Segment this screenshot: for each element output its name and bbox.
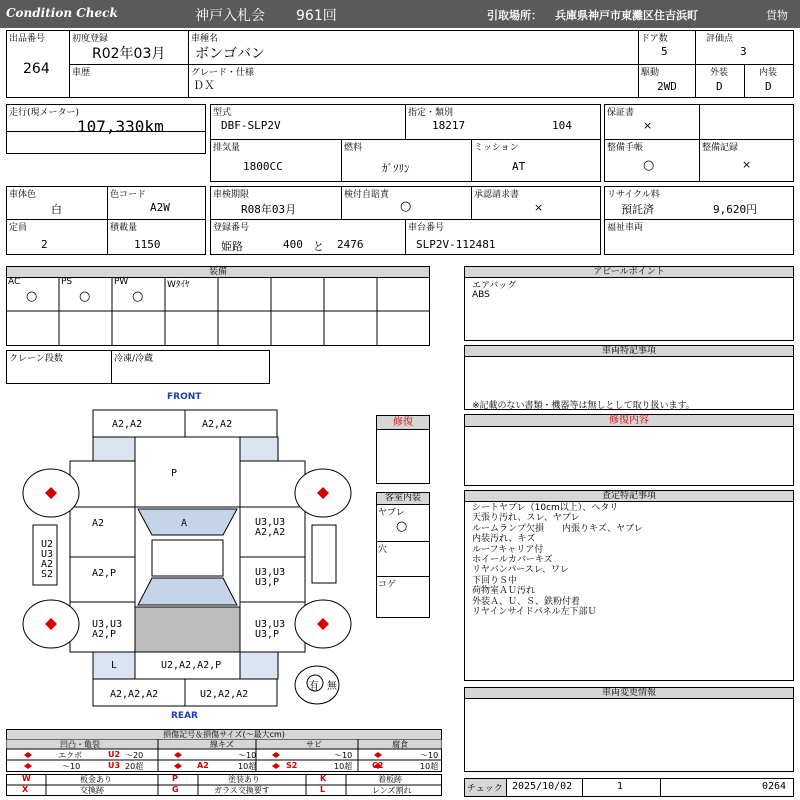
change-info-box	[464, 698, 794, 772]
warranty-value: ×	[643, 119, 653, 132]
inspection-notes-list	[472, 503, 643, 617]
dmg-right-rear-door: U3,U3 U3,P	[255, 567, 286, 588]
insurance-value: ○	[400, 199, 412, 214]
dmg-bumper-right: U2,A2,A2	[200, 689, 249, 700]
code-x-desc: 交換跡	[80, 786, 104, 795]
legend-c2-size: ～10	[420, 751, 439, 760]
code-k-desc: 着板跡	[378, 775, 402, 784]
mileage-divider	[7, 131, 205, 132]
insurance-label: 検付自賠責	[344, 190, 390, 200]
box-warranty-blank	[699, 104, 794, 140]
box-lot-number	[6, 30, 70, 98]
approval-value: ×	[534, 201, 544, 214]
exterior-value: D	[716, 80, 723, 93]
box-displacement	[210, 139, 342, 182]
capacity-label: 定員	[9, 223, 28, 233]
plate-number1: 400	[283, 238, 303, 251]
body-color-label: 車体色	[9, 190, 37, 200]
dmg-rear-left-small: L	[111, 660, 118, 671]
rear-label: REAR	[171, 711, 198, 721]
mileage-label: 走行(現メーター)	[9, 108, 80, 118]
footer-num: 1	[617, 781, 624, 792]
cabin-title: 客室内装	[376, 492, 430, 505]
dmg-left-rear-door: A2,P	[92, 568, 117, 579]
legend-s2-size2: 10超	[334, 762, 353, 771]
plate-kana: と	[313, 240, 324, 253]
drive-label: 駆動	[641, 68, 660, 78]
footer-check-label: チェック	[467, 784, 503, 794]
chassis-value: SLP2V-112481	[416, 238, 496, 251]
score-value: 3	[740, 45, 747, 58]
box-load	[107, 219, 206, 255]
appeal-line-2: ABS	[472, 290, 490, 300]
doors-label: ドア数	[641, 34, 668, 44]
dmg-bumper-left: A2,A2,A2	[110, 689, 159, 700]
box-designation	[405, 104, 601, 140]
displacement-label: 排気量	[213, 143, 241, 153]
inspection-note-6: ホイールカバーキズ	[472, 555, 553, 566]
color-code-label: 色コード	[110, 190, 147, 200]
inspection-note-5: ルーフキャリア付	[472, 544, 544, 555]
code-l-desc: レンズ割れ	[372, 786, 412, 795]
equip-ac-value: ○	[26, 289, 38, 304]
box-maint-record	[699, 139, 794, 182]
legend-u2-code: U2	[108, 750, 121, 759]
legend-c2-code: C2	[372, 761, 384, 770]
grade-value: ＤＸ	[193, 79, 215, 92]
box-welfare	[604, 219, 794, 255]
lot-number-value: 264	[23, 61, 50, 77]
recycle-label: リサイクル料	[607, 190, 660, 200]
box-mission	[471, 139, 601, 182]
box-car-name	[188, 30, 639, 65]
load-value: 1150	[134, 238, 161, 251]
repair-title: 修復	[376, 415, 430, 430]
front-label: FRONT	[167, 392, 202, 402]
freezer-label: 冷凍/冷蔵	[114, 354, 154, 364]
mission-label: ミッション	[474, 143, 519, 153]
maint-book-label: 整備手帳	[607, 143, 644, 153]
box-insurance	[341, 186, 472, 220]
legend-u2-size: ～20	[125, 751, 144, 760]
plate-area: 姫路	[221, 240, 243, 253]
inspection-note-4: 内装汚れ、キズ	[472, 534, 536, 545]
box-mileage	[6, 104, 206, 154]
welfare-label: 福祉車両	[607, 223, 644, 233]
mission-value: AT	[512, 160, 526, 173]
header-pickup-location: 兵庫県神戸市東灘区住吉浜町	[555, 9, 698, 22]
wheel-rear-right	[295, 600, 351, 648]
designation-label: 指定・類別	[408, 108, 454, 118]
special-note: ※記載のない書類・機器等は無しとして取り扱います。	[472, 401, 695, 411]
drive-value: 2WD	[657, 80, 677, 93]
footer-date: 2025/10/02	[512, 781, 573, 792]
box-warranty	[604, 104, 700, 140]
box-chassis	[405, 219, 601, 255]
dmg-hood: P	[171, 468, 178, 479]
box-recycle	[604, 186, 794, 220]
repair-box	[376, 429, 430, 484]
box-inspection	[210, 186, 342, 220]
box-score	[695, 30, 794, 65]
legend-s2-size: ～10	[334, 751, 353, 760]
doors-value: 5	[661, 45, 668, 58]
legend-u3-code: U3	[108, 761, 121, 770]
approval-label: 承認請求書	[474, 190, 520, 200]
code-k: K	[320, 774, 327, 783]
dmg-roof-side: U2 U3 A2 S2	[41, 539, 54, 580]
legend-group-scratch: 線キズ	[210, 740, 234, 749]
wheel-rear-left	[23, 600, 79, 648]
equip-ac-label: AC	[8, 277, 21, 287]
inspection-note-1: シートヤブレ（10cm以上）、ヘタリ	[472, 503, 619, 513]
first-reg-value: R02年03月	[92, 46, 166, 62]
maint-record-label: 整備記録	[702, 143, 739, 153]
mileage-value: 107,330km	[77, 117, 164, 136]
legend-u3-size: 20超	[125, 762, 144, 771]
inspection-note-11: リヤインサイドパネル左下部Ｕ	[472, 607, 597, 618]
equip-ps-value: ○	[79, 289, 91, 304]
inspection-value: R08年03月	[241, 203, 297, 216]
box-body-color	[6, 186, 108, 220]
dmg-left-quarter: U3,U3 A2,P	[92, 619, 123, 640]
box-capacity	[6, 219, 108, 255]
score-label: 評価点	[706, 34, 734, 44]
cabin-burn-label: コゲ	[378, 580, 397, 590]
legend-a2-code: A2	[197, 761, 209, 770]
footer-divider-2	[660, 778, 661, 797]
appeal-title: アピールポイント	[464, 266, 794, 278]
box-grade	[188, 64, 639, 98]
box-first-reg	[69, 30, 189, 65]
model-label: 型式	[213, 108, 232, 118]
designation-value2: 104	[552, 119, 572, 132]
special-title: 車両特記事項	[464, 345, 794, 357]
box-doors	[638, 30, 696, 65]
code-g-desc: ガラス交換要す	[214, 786, 270, 795]
header-left-title: Condition Check	[6, 6, 118, 20]
lot-number-label: 出品番号	[9, 34, 46, 44]
exterior-label: 外装	[710, 68, 729, 78]
equip-pw-label: PW	[114, 277, 129, 287]
dmg-front-left: A2,A2	[112, 419, 143, 430]
legend-title: 損傷記号＆損傷サイズ(～最大cm)	[6, 729, 442, 740]
wheel-front-right	[295, 469, 351, 517]
code-p-desc: 塗装あり	[228, 775, 260, 784]
box-fuel	[341, 139, 472, 182]
spare-tire-no: 無	[327, 681, 337, 692]
chassis-label: 車台番号	[408, 223, 445, 233]
inspection-notes-title: 査定特記事項	[464, 490, 794, 502]
equip-ps-label: PS	[61, 277, 73, 287]
cabin-tear-label: ヤブレ	[378, 508, 405, 518]
first-reg-label: 初度登録	[72, 34, 109, 44]
inspection-label: 車検期限	[213, 190, 250, 200]
dmg-right-front-door: U3,U3 A2,A2	[255, 517, 286, 538]
cabin-hole-label: 穴	[378, 545, 388, 555]
legend-group-corrosion: 腐食	[392, 740, 408, 749]
dmg-right-quarter: U3,U3 U3,P	[255, 619, 286, 640]
inspection-note-2: 天張り汚れ、スレ、ヤブレ	[472, 513, 580, 524]
dmg-rear-gate: U2,A2,A2,P	[161, 660, 222, 671]
fuel-label: 燃料	[344, 143, 363, 153]
equipment-cells	[6, 277, 430, 346]
body-color-value: 白	[51, 203, 62, 216]
box-drive	[638, 64, 696, 98]
change-info-title: 車両変更情報	[464, 687, 794, 699]
legend-dent-label: エクボ	[58, 751, 82, 760]
interior-value: D	[765, 80, 772, 93]
repair-detail-title: 修復内容	[464, 414, 794, 427]
legend-row1-size: ～10	[62, 762, 81, 771]
history-label: 車歴	[72, 68, 91, 78]
dmg-windshield: A	[181, 518, 188, 529]
repair-detail-box	[464, 426, 794, 486]
appeal-line-1: エアバッグ	[472, 281, 517, 291]
legend-a2-size2: 10超	[238, 762, 257, 771]
wheel-front-left	[23, 469, 79, 517]
car-name-value: ボンゴバン	[195, 46, 265, 62]
code-w: W	[22, 774, 31, 783]
code-l: L	[320, 785, 326, 794]
recycle-status: 預託済	[621, 203, 654, 216]
equipment-grid-lines	[6, 277, 430, 346]
model-value: DBF-SLP2V	[221, 119, 281, 132]
grade-label: グレード・仕様	[191, 68, 255, 78]
fuel-value: ｶﾞｿﾘﾝ	[382, 162, 410, 175]
header-pickup-label: 引取場所：	[487, 9, 542, 22]
footer-divider-1	[582, 778, 583, 797]
box-history	[69, 64, 189, 98]
cabin-tear-value: ○	[396, 519, 408, 534]
box-color-code	[107, 186, 206, 220]
maint-record-value: ×	[742, 158, 752, 171]
box-model	[210, 104, 406, 140]
recycle-amount: 9,620円	[713, 203, 758, 216]
box-interior	[744, 64, 794, 98]
equip-pw-value: ○	[132, 289, 144, 304]
legend-c2-size2: 10超	[420, 762, 439, 771]
car-name-label: 車種名	[191, 34, 219, 44]
capacity-value: 2	[41, 238, 48, 251]
header-category: 貨物	[766, 9, 788, 22]
dmg-left-front-door: A2	[92, 518, 105, 529]
inspection-note-9: 荷物室ＡＵ汚れ	[472, 586, 536, 597]
dmg-front-right: A2,A2	[202, 419, 233, 430]
header-auction: 神戸入札会	[195, 8, 265, 24]
interior-label: 内装	[759, 68, 778, 78]
box-approval	[471, 186, 601, 220]
box-plate	[210, 219, 406, 255]
code-x: X	[22, 785, 29, 794]
inspection-note-3: ルームランプ欠損 内張りキズ、ヤブレ	[472, 523, 643, 534]
spare-tire-yes: 有	[309, 681, 319, 692]
maint-book-value: ○	[643, 158, 655, 173]
code-g: G	[172, 785, 179, 794]
legend-group-dent: 凹凸・亀裂	[60, 740, 100, 749]
plate-label: 登録番号	[213, 223, 250, 233]
box-freezer	[111, 350, 270, 384]
equip-wtire-label: Wﾀｲﾔ	[167, 280, 190, 290]
legend-s2-code: S2	[286, 761, 298, 770]
inspection-note-7: リヤバンパースレ、ワレ	[472, 565, 570, 576]
legend-group-rust: サビ	[306, 740, 322, 749]
warranty-label: 保証書	[607, 108, 635, 118]
inspection-note-10: 外装Ａ、Ｕ、Ｓ、鉄粉付着	[472, 596, 581, 607]
box-crane	[6, 350, 112, 384]
footer-code: 0264	[762, 781, 787, 792]
legend-a2-size: ～10	[238, 751, 257, 760]
designation-value1: 18217	[432, 119, 466, 132]
crane-label: クレーン段数	[9, 354, 63, 364]
displacement-value: 1800CC	[243, 160, 283, 173]
inspection-note-8: 下回りＳ中	[472, 575, 518, 586]
box-maint-book	[604, 139, 700, 182]
plate-number2: 2476	[337, 238, 364, 251]
load-label: 積載量	[110, 223, 138, 233]
header-lot-title: 961回	[296, 8, 337, 24]
color-code-value: A2W	[150, 201, 170, 214]
equipment-title: 装備	[6, 266, 430, 278]
box-exterior	[695, 64, 745, 98]
code-p: P	[172, 774, 178, 783]
code-w-desc: 板金あり	[80, 775, 112, 784]
